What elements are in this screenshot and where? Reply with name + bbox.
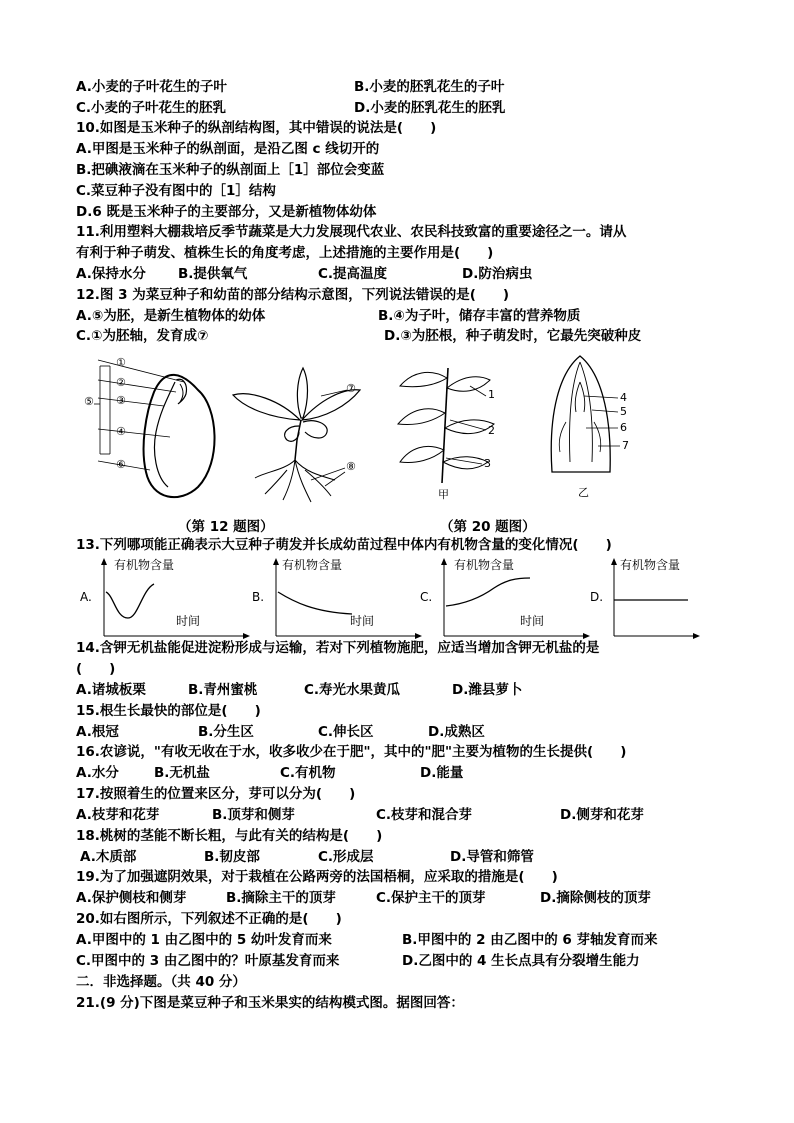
q18-stem: 18.桃树的茎能不断长粗，与此有关的结构是( ) bbox=[76, 828, 383, 844]
q15-option-b: B.分生区 bbox=[198, 724, 254, 740]
seedling-label-8: ⑧ bbox=[346, 460, 356, 473]
q10-stem: 10.如图是玉米种子的纵剖结构图，其中错误的说法是( ) bbox=[76, 120, 437, 136]
q17-option-d: D.侧芽和花芽 bbox=[560, 807, 644, 823]
q11-option-c: C.提高温度 bbox=[318, 266, 388, 282]
q12-option-a: A.⑤为胚，是新生植物体的幼体 bbox=[76, 308, 266, 324]
q16-option-d: D.能量 bbox=[420, 765, 464, 781]
q17-option-c: C.枝芽和混合芽 bbox=[376, 807, 473, 823]
q19-option-a: A.保护侧枝和侧芽 bbox=[76, 890, 187, 906]
q20-option-b: B.甲图中的 2 由乙图中的 6 芽轴发育而来 bbox=[402, 932, 658, 948]
q14-stem-line1: 14.含钾无机盐能促进淀粉形成与运输，若对下列植物施肥，应适当增加含钾无机盐的是 bbox=[76, 640, 600, 656]
q17-option-a: A.枝芽和花芽 bbox=[76, 807, 160, 823]
q13-a-option: A. bbox=[80, 590, 92, 604]
q9-option-d: D.小麦的胚乳花生的胚乳 bbox=[354, 100, 506, 116]
q19-option-d: D.摘除侧枝的顶芽 bbox=[540, 890, 651, 906]
q14-stem-line2: ( ) bbox=[76, 661, 116, 677]
branch-figure bbox=[390, 358, 520, 488]
seed-label-2: ② bbox=[116, 376, 126, 389]
bud-label-6: 6 bbox=[620, 421, 627, 434]
q16-option-c: C.有机物 bbox=[280, 765, 336, 781]
q12-option-c: C.①为胚轴，发育成⑦ bbox=[76, 328, 209, 344]
q13-c-option: C. bbox=[420, 590, 433, 604]
q16-option-a: A.水分 bbox=[76, 765, 119, 781]
q13-a-xlabel: 时间 bbox=[176, 614, 201, 628]
bud-label-4: 4 bbox=[620, 391, 627, 404]
bean-seed-figure bbox=[80, 352, 230, 507]
q19-option-c: C.保护主干的顶芽 bbox=[376, 890, 486, 906]
q13-graph-a bbox=[80, 556, 250, 646]
bud-name-yi: 乙 bbox=[578, 486, 589, 499]
q12-stem: 12.图 3 为菜豆种子和幼苗的部分结构示意图，下列说法错误的是( ) bbox=[76, 287, 510, 303]
q18-option-a: A.木质部 bbox=[80, 849, 137, 865]
q20-option-c: C.甲图中的 3 由乙图中的？叶原基发育而来 bbox=[76, 953, 340, 969]
q14-option-b: B.青州蜜桃 bbox=[188, 682, 258, 698]
bud-label-7: 7 bbox=[622, 439, 629, 452]
q13-graph-b bbox=[252, 556, 422, 646]
q10-option-a: A.甲图是玉米种子的纵剖面，是沿乙图 c 线切开的 bbox=[76, 141, 380, 157]
q13-b-ylabel: 有机物含量 bbox=[282, 558, 343, 572]
q14-option-a: A.诸城板栗 bbox=[76, 682, 146, 698]
q11-option-d: D.防治病虫 bbox=[462, 266, 533, 282]
q15-option-c: C.伸长区 bbox=[318, 724, 374, 740]
q9-option-c: C.小麦的子叶花生的胚乳 bbox=[76, 100, 227, 116]
q14-option-d: D.潍县萝卜 bbox=[452, 682, 523, 698]
branch-label-2: 2 bbox=[488, 424, 495, 437]
q13-stem: 13.下列哪项能正确表示大豆种子萌发并长成幼苗过程中体内有机物含量的变化情况( ) bbox=[76, 537, 612, 553]
q16-stem: 16.农谚说，"有收无收在于水，收多收少在于肥"，其中的"肥"主要为植物的生长提供( ) bbox=[76, 744, 627, 760]
q13-b-option: B. bbox=[252, 590, 265, 604]
q13-graph-d bbox=[590, 556, 760, 646]
branch-label-1: 1 bbox=[488, 388, 495, 401]
bud-label-5: 5 bbox=[620, 405, 627, 418]
branch-name-jia: 甲 bbox=[438, 488, 449, 501]
q9-option-a: A.小麦的子叶花生的子叶 bbox=[76, 79, 227, 95]
q13-c-ylabel: 有机物含量 bbox=[454, 558, 515, 572]
caption-q20: （第 20 题图） bbox=[440, 519, 536, 535]
q19-option-b: B.摘除主干的顶芽 bbox=[226, 890, 336, 906]
q17-option-b: B.顶芽和侧芽 bbox=[212, 807, 295, 823]
q18-option-d: D.导管和筛管 bbox=[450, 849, 534, 865]
q13-graph-c bbox=[420, 556, 590, 646]
q10-option-b: B.把碘液滴在玉米种子的纵剖面上［1］部位会变蓝 bbox=[76, 162, 385, 178]
q18-option-c: C.形成层 bbox=[318, 849, 374, 865]
q11-option-b: B.提供氧气 bbox=[178, 266, 248, 282]
q13-d-ylabel: 有机物含量 bbox=[620, 558, 681, 572]
q18-option-b: B.韧皮部 bbox=[204, 849, 260, 865]
q11-option-a: A.保持水分 bbox=[76, 266, 146, 282]
q13-d-option: D. bbox=[590, 590, 604, 604]
q15-option-a: A.根冠 bbox=[76, 724, 119, 740]
q12-option-b: B.④为子叶，储存丰富的营养物质 bbox=[378, 308, 581, 324]
q10-option-d: D.6 既是玉米种子的主要部分，又是新植物体幼体 bbox=[76, 204, 377, 220]
q19-stem: 19.为了加强遮阴效果，对于栽植在公路两旁的法国梧桐，应采取的措施是( ) bbox=[76, 869, 558, 885]
q20-option-a: A.甲图中的 1 由乙图中的 5 幼叶发育而来 bbox=[76, 932, 332, 948]
q20-option-d: D.乙图中的 4 生长点具有分裂增生能力 bbox=[402, 953, 640, 969]
branch-label-3: 3 bbox=[484, 457, 491, 470]
q21-stem: 21.(9 分)下图是菜豆种子和玉米果实的结构模式图。据图回答： bbox=[76, 995, 464, 1011]
q13-c-xlabel: 时间 bbox=[520, 614, 545, 628]
q17-stem: 17.按照着生的位置来区分，芽可以分为( ) bbox=[76, 786, 356, 802]
q9-option-b: B.小麦的胚乳花生的子叶 bbox=[354, 79, 505, 95]
q16-option-b: B.无机盐 bbox=[154, 765, 210, 781]
caption-q12: （第 12 题图） bbox=[178, 519, 274, 535]
section-2-heading: 二．非选择题。（共 40 分） bbox=[76, 974, 246, 990]
seed-label-3: ③ bbox=[116, 394, 126, 407]
q11-stem-line1: 11.利用塑料大棚栽培反季节蔬菜是大力发展现代农业、农民科技致富的重要途径之一。请从 bbox=[76, 224, 627, 240]
seed-label-4: ④ bbox=[116, 425, 126, 438]
q12-option-d: D.③为胚根，种子萌发时，它最先突破种皮 bbox=[384, 328, 642, 344]
seed-label-5: ⑤ bbox=[84, 395, 94, 408]
seed-label-6: ⑥ bbox=[116, 458, 126, 471]
q13-a-ylabel: 有机物含量 bbox=[114, 558, 175, 572]
q20-stem: 20.如右图所示，下列叙述不正确的是( ) bbox=[76, 911, 342, 927]
q15-stem: 15.根生长最快的部位是( ) bbox=[76, 703, 261, 719]
seed-label-1: ① bbox=[116, 356, 126, 369]
q10-option-c: C.菜豆种子没有图中的［1］结构 bbox=[76, 183, 276, 199]
seedling-label-7: ⑦ bbox=[346, 382, 356, 395]
q11-stem-line2: 有利于种子萌发、植株生长的角度考虑，上述措施的主要作用是( ) bbox=[76, 245, 494, 261]
q13-b-xlabel: 时间 bbox=[350, 614, 375, 628]
q15-option-d: D.成熟区 bbox=[428, 724, 485, 740]
q14-option-c: C.寿光水果黄瓜 bbox=[304, 682, 401, 698]
